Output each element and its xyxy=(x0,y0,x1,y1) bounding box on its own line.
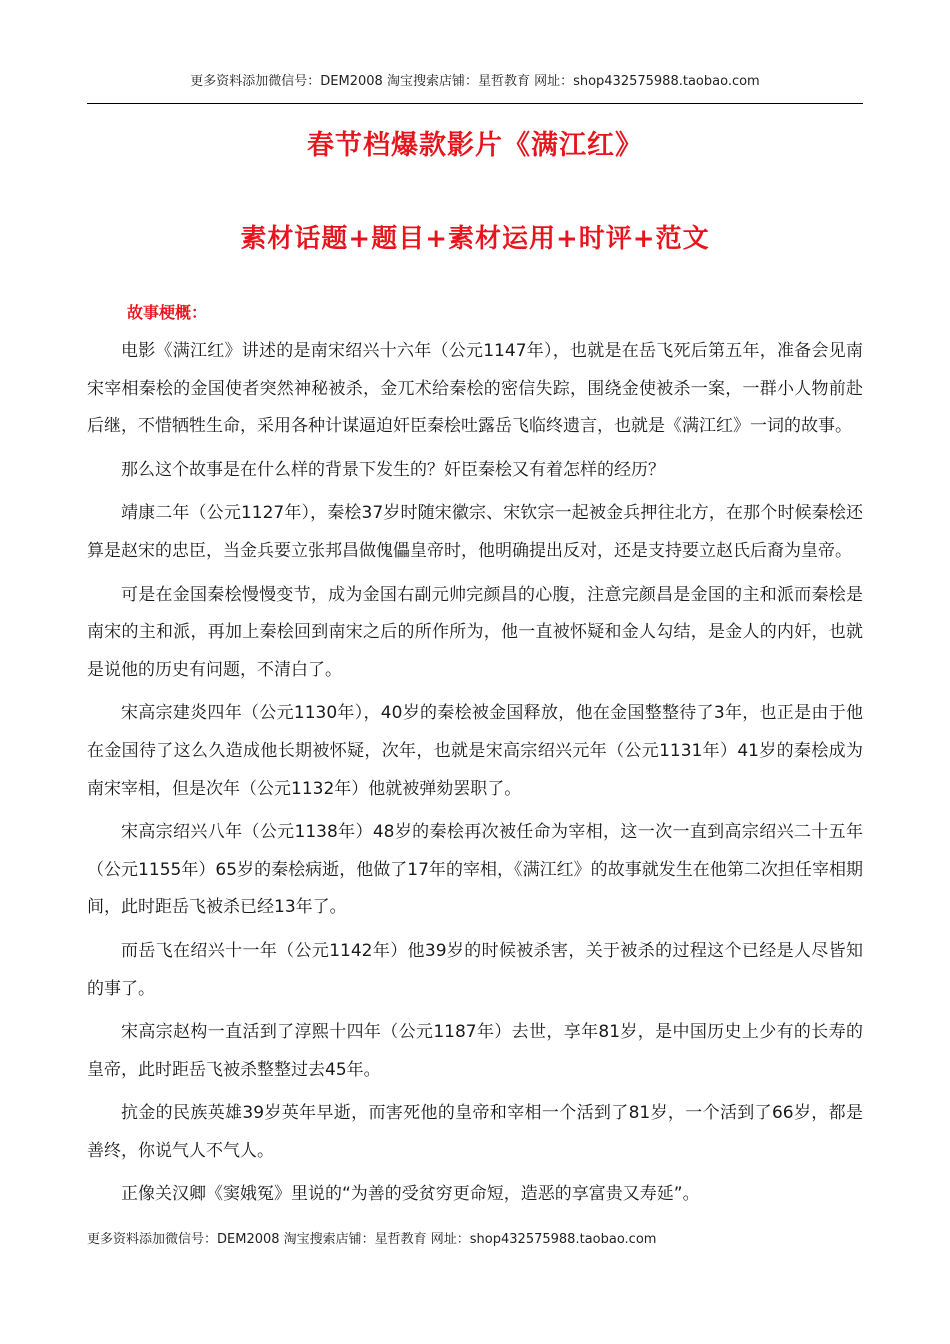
paragraph: 正像关汉卿《窦娥冤》里说的“为善的受贫穷更命短，造恶的享富贵又寿延”。 xyxy=(121,1184,700,1205)
paragraph: 抗金的民族英雄39岁英年早逝，而害死他的皇帝和宰相一个活到了81岁，一个活到了66岁，都是善终，你说气人不气人。 xyxy=(87,1103,863,1161)
header-divider xyxy=(87,103,863,104)
paragraph: 宋高宗赵构一直活到了淳熙十四年（公元1187年）去世，享年81岁，是中国历史上少有的长寿的皇帝，此时距岳飞被杀整整过去45年。 xyxy=(87,1022,863,1080)
body-text xyxy=(87,333,863,1220)
paragraph: 宋高宗建炎四年（公元1130年），40岁的秦桧被金国释放，他在金国整整待了3年，也正是由于他在金国待了这么久造成他长期被怀疑，次年，也就是宋高宗绍兴元年（公元1131年）41岁的秦桧成为南宋宰相，但是次年（公元1132年）他就被弹劾罢职了。 xyxy=(87,703,863,799)
document-subtitle: 素材话题+题目+素材运用+时评+范文 xyxy=(240,224,710,254)
paragraph: 那么这个故事是在什么样的背景下发生的？奸臣秦桧又有着怎样的经历？ xyxy=(121,459,665,480)
page-footer: 更多资料添加微信号：DEM2008 淘宝搜索店铺：星哲教育 网址：shop432575988.taobao.com xyxy=(87,1232,657,1247)
section-label-synopsis: 故事梗概： xyxy=(127,303,208,322)
document-title: 春节档爆款影片《满江红》 xyxy=(307,130,643,161)
paragraph: 宋高宗绍兴八年（公元1138年）48岁的秦桧再次被任命为宰相，这一次一直到高宗绍兴二十五年（公元1155年）65岁的秦桧病逝，他做了17年的宰相，《满江红》的故事就发生在他第二次担任宰相期间，此时距岳飞被杀已经13年了。 xyxy=(87,822,863,918)
page-header: 更多资料添加微信号：DEM2008 淘宝搜索店铺：星哲教育 网址：shop432575988.taobao.com xyxy=(190,74,760,89)
paragraph: 而岳飞在绍兴十一年（公元1142年）他39岁的时候被杀害，关于被杀的过程这个已经是人尽皆知的事了。 xyxy=(87,940,863,999)
paragraph: 电影《满江红》讲述的是南宋绍兴十六年（公元1147年），也就是在岳飞死后第五年，准备会见南宋宰相秦桧的金国使者突然神秘被杀，金兀术给秦桧的密信失踪，围绕金使被杀一案，一群小人物前赴后继，不惜牺牲生命，采用各种计谋逼迫奸臣秦桧吐露岳飞临终遗言，也就是《满江红》一词的故事。 xyxy=(87,341,863,437)
paragraph: 可是在金国秦桧慢慢变节，成为金国右副元帅完颜昌的心腹，注意完颜昌是金国的主和派而秦桧是南宋的主和派，再加上秦桧回到南宋之后的所作所为，他一直被怀疑和金人勾结，是金人的内奸，也就是说他的历史有问题，不清白了。 xyxy=(87,584,863,680)
paragraph: 靖康二年（公元1127年），秦桧37岁时随宋徽宗、宋钦宗一起被金兵押往北方，在那个时候秦桧还算是赵宋的忠臣，当金兵要立张邦昌做傀儡皇帝时，他明确提出反对，还是支持要立赵氏后裔为皇帝。 xyxy=(87,503,863,561)
